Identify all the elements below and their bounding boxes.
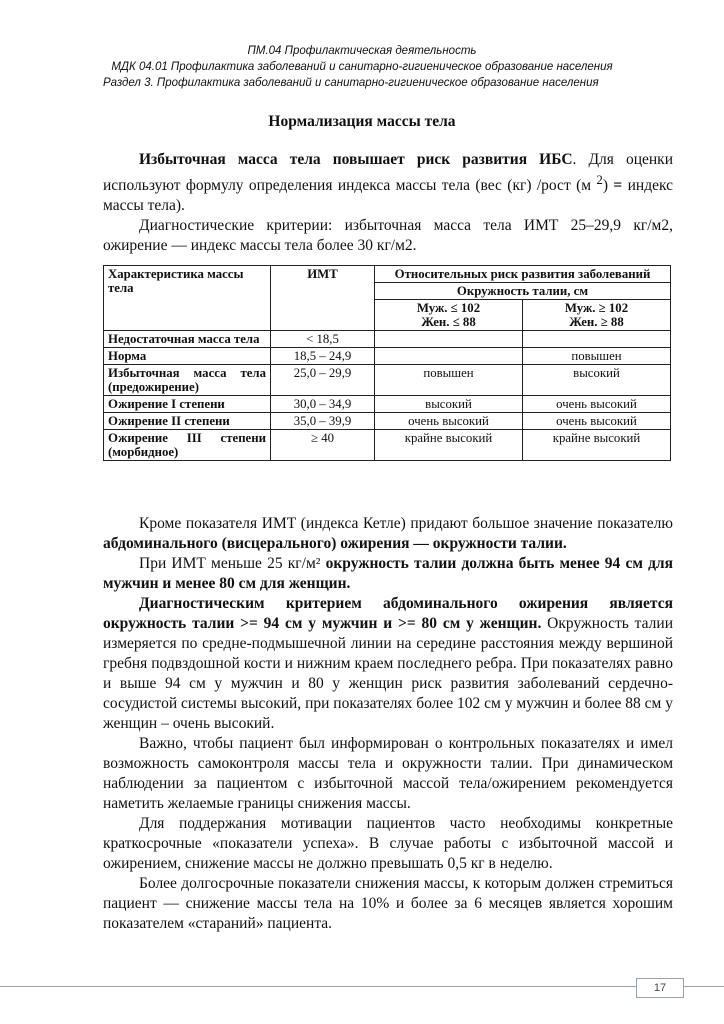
body-paragraph-6: Более долгосрочные показатели снижения массы, к которым должен стремиться пациент — снижение массы тела на 10% и более за 6 месяцев является хорошим показателем «стараний» пациента. (103, 875, 673, 932)
body-paragraph-4: Важно, чтобы пациент был информирован о контрольных показателях и имел возможность самоконтроля массы тела и окружности талии. При динамическом наблюдении за пациентом с избыточной массой тела/ожирением рекомендуется наметить желаемые границы снижения массы. (103, 735, 673, 812)
table-row: Ожирение III степени (морбидное) ≥ 40 крайне высокий крайне высокий (104, 430, 671, 461)
body-paragraph-1: Кроме показателя ИМТ (индекса Кетле) придают большое значение показателю абдоминального (висцерального) ожирения — окружности талии. (103, 515, 673, 552)
header-waist: Окружность талии, см (375, 283, 671, 300)
header-course: МДК 04.01 Профилактика заболеваний и санитарно-гигиеническое образование населения (111, 61, 613, 73)
table-row: Норма 18,5 – 24,9 повышен (104, 348, 671, 365)
intro-paragraph-1: Избыточная масса тела повышает риск развития ИБС. Для оценки используют формулу определения индекса массы тела (вес (кг) /рост (м $^2$) = индекс массы тела). (103, 151, 673, 215)
header-waist-low: Муж. ≤ 102 Жен. ≤ 88 (375, 300, 523, 331)
intro-text (103, 150, 673, 256)
table-header-row (104, 266, 671, 283)
intro-paragraph-2: Диагностические критерии: избыточная масса тела ИМТ 25–29,9 кг/м2, ожирение — индекс массы тела более 30 кг/м2. (103, 217, 673, 255)
header-characteristic: Характеристика массы тела (104, 266, 271, 331)
header-imt: ИМТ (271, 266, 375, 331)
body-paragraph-2: При ИМТ меньше 25 кг/м² окружность талии должна быть менее 94 см для мужчин и менее 80 см для женщин. (103, 555, 673, 592)
header-module: ПМ.04 Профилактическая деятельность (247, 45, 477, 57)
page-title: Нормализация массы тела (268, 113, 456, 130)
body-text (103, 514, 673, 934)
header-risk: Относительных риск развития заболеваний (375, 266, 671, 283)
table-row: Недостаточная масса тела < 18,5 (104, 331, 671, 348)
footer-divider (0, 986, 724, 987)
header-section: Раздел 3. Профилактика заболеваний и санитарно-гигиеническое образование населения (103, 77, 599, 89)
header-waist-high: Муж. ≥ 102 Жен. ≥ 88 (522, 300, 670, 331)
table-row: Ожирение II степени 35,0 – 39,9 очень высокий очень высокий (104, 413, 671, 430)
table-row: Ожирение I степени 30,0 – 34,9 высокий очень высокий (104, 396, 671, 413)
page-number: 17 (636, 978, 684, 998)
intro-bold: Избыточная масса тела повышает риск развития ИБС (139, 151, 573, 168)
table-row: Избыточная масса тела (предожирение) 25,0 – 29,9 повышен высокий (104, 365, 671, 396)
bmi-risk-table (103, 265, 671, 461)
body-paragraph-5: Для поддержания мотивации пациентов часто необходимы конкретные краткосрочные «показатели успеха». В случае работы с избыточной массой и ожирением, снижение массы не должно превышать 0,5 кг в неделю. (103, 815, 673, 872)
body-paragraph-3: Диагностическим критерием абдоминального ожирения является окружность талии >= 94 см у мужчин и >= 80 см у женщин. Окружность талии измеряется по средне-подмышечной линии на середине расстояния между вершиной гребня подвздошной кости и нижним краем последнего ребра. При показателях равно и выше 94 см у мужчин и 80 у женщин риск развития заболеваний сердечно-сосудистой системы высокий, при показателях более 102 см у мужчин и более 88 см у женщин – очень высокий. (103, 595, 673, 732)
